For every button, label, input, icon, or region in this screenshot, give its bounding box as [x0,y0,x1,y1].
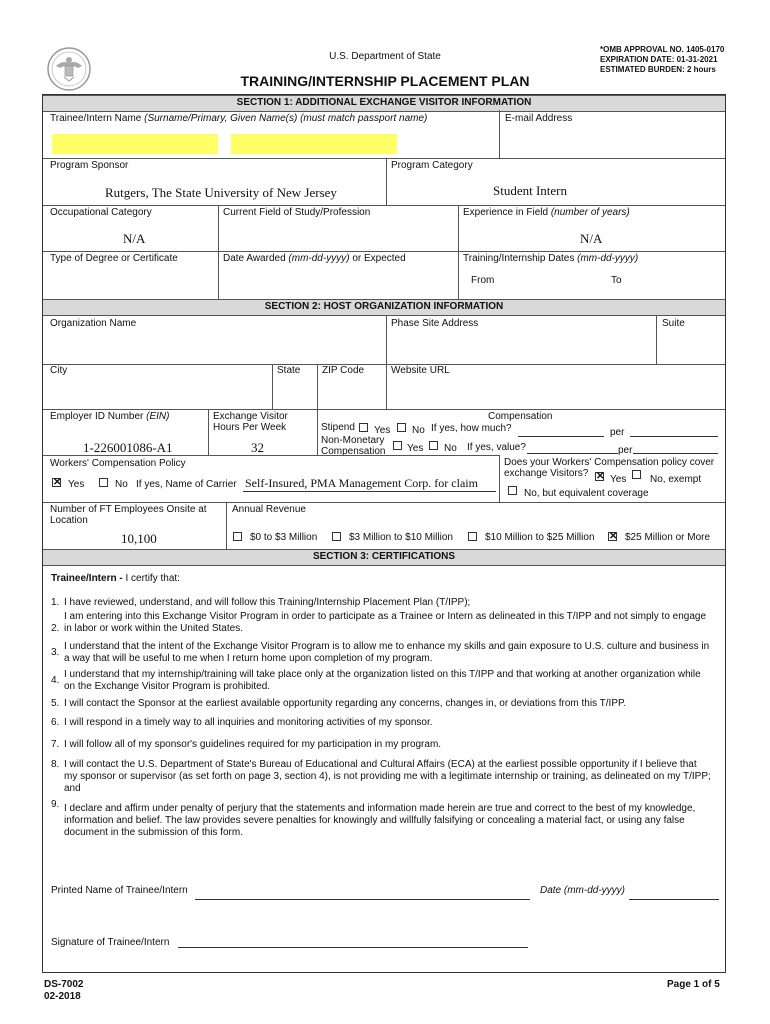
nonmonetary-no-label: No [444,443,457,454]
carrier-value[interactable]: Self-Insured, PMA Management Corp. for claim [245,476,478,490]
hours-per-week-label: Exchange Visitor Hours Per Week [213,411,288,433]
if-yes-value-label: If yes, value? [467,442,526,453]
compensation-label: Compensation [488,411,553,422]
printed-name-label: Printed Name of Trainee/Intern [51,885,188,896]
stipend-amount-line[interactable] [518,436,604,437]
department-name: U.S. Department of State [329,51,441,62]
nonmonetary-yes-label: Yes [407,443,424,454]
revenue-10-25m-label: $10 Million to $25 Million [485,532,595,543]
date-line[interactable] [629,899,719,900]
ein-label: Employer ID Number (EIN) [50,411,170,422]
program-sponsor-label: Program Sponsor [50,160,129,171]
revenue-25m-plus-label: $25 Million or More [625,532,711,543]
revenue-3-10m-label: $3 Million to $10 Million [349,532,453,543]
trainee-name-label: Trainee/Intern Name (Surname/Primary, Given Name(s) (must match passport name) [50,113,428,124]
zip-code-label: ZIP Code [322,365,365,376]
nonmonetary-per-line[interactable] [633,453,718,454]
cover-no-equivalent-label: No, but equivalent coverage [524,488,649,499]
ein-value[interactable]: 1-226001086-A1 [83,440,173,455]
workers-comp-label: Workers' Compensation Policy [50,458,186,469]
cover-no-exempt-checkbox[interactable] [632,470,641,479]
program-sponsor-value[interactable]: Rutgers, The State University of New Jersey [105,185,337,200]
nonmonetary-no-checkbox[interactable] [429,441,438,450]
email-field[interactable] [505,127,715,153]
cover-no-equivalent-checkbox[interactable] [508,486,517,495]
state-department-seal-icon [46,46,92,92]
from-label: From [471,275,495,286]
date-label: Date (mm-dd-yyyy) [540,885,626,896]
ft-employees-label: Number of FT Employees Onsite at Location [50,504,207,526]
workers-comp-no-label: No [115,479,128,490]
form-frame: SECTION 1: ADDITIONAL EXCHANGE VISITOR INFORMATION Trainee/Intern Name (Surname/Primary, Given Name(s) (must match passport name) E-mail Address Program Sponsor Rutgers, The State University of New Jersey Program Category Student Intern Occupational Category N/A Current Field of Study/Profession Experience in Field (number of years) N/A Type of Degree or Certificate Date Awarded (mm-dd-yyyy) or Expected Training/Internship Dates (mm-dd-yyyy) From To SECTION 2: HOST ORGANIZATION INFORMATION Organization Name Phase Site Address Suite City State ZIP Code Website URL Employer ID Number (EIN) 1-226001086-A1 Exchange Visitor Hours Per Week 32 Compensation Stipend Yes No If yes, how much? per Non-Monetary Compensation Yes No If yes, value? per Workers' Compensation Policy ✕ Yes No If yes, Name of Carrier Self-Insured, PMA Management Corp. for claim Does your Workers' Compensation policy cover exchange Visitors? ✕ Yes No, exempt No, but equivalent coverage Number of FT Employees Onsite at Location 10,100 Annual Revenue $0 to $3 Million $3 Million to $10 Million $10 Million to $25 Million ✕ $25 Million or More SECTION 3: CERTIFICATIONS Trainee/Intern - I certify that: 1. I have reviewed, understand, and will follow this Training/Internship Placement Plan (T/IPP); 2. I am entering into this Exchange Visitor Program in order to participate as a Trainee or Intern as delineated in this T/IPP and not simply to engage in labor or work within the United States. 3. I understand that the intent of the Exchange Visitor Program is to allow me to enhance my skills and gain exposure to U.S. culture and business in a way that will be useful to me when I return home upon completion of my program. 4. I understand that my internship/training will take place only at the organization listed on this T/IPP and that working at another organization while on the Exchange Visitor Program is prohibited. 5. I will contact the Sponsor at the earliest available opportunity regarding any concerns, changes in, or deviations from this T/IPP. 6. I will respond in a timely way to all inquiries and monitoring activities of my sponsor. 7. I will follow all of my sponsor's guidelines required for my participation in my program. 8. I will contact the U.S. Department of State's Bureau of Educational and Cultural Affairs (ECA) at the earliest possible opportunity if I believe that my sponsor or supervisor (as set forth on page 3, section 4), is not providing me with a legitimate internship or training, as delineated on my T/IPP; and 9. I declare and affirm under penalty of perjury that the statements and information made herein are true and correct to the best of my knowledge, information and belief. The law provides severe penalties for knowingly and willfully falsifying or concealing a material fact, or using any false document in the submission of this form. Printed Name of Trainee/Intern Date (mm-dd-yyyy) Signature of Trainee/Intern [42,94,726,973]
section1-header: SECTION 1: ADDITIONAL EXCHANGE VISITOR INFORMATION [43,95,725,112]
how-much-label: If yes, how much? [431,423,512,434]
training-dates-label: Training/Internship Dates (mm-dd-yyyy) [463,253,639,264]
revenue-0-3m-checkbox[interactable] [233,532,242,541]
ft-employees-value[interactable]: 10,100 [121,531,157,546]
field-of-study-label: Current Field of Study/Profession [223,207,371,218]
page-number: Page 1 of 5 [667,979,720,990]
stipend-yes-checkbox[interactable] [359,423,368,432]
printed-name-line[interactable] [195,899,530,900]
carrier-label: If yes, Name of Carrier [136,479,237,490]
section3-header: SECTION 3: CERTIFICATIONS [43,549,725,566]
suite-label: Suite [662,318,685,329]
section2-header: SECTION 2: HOST ORGANIZATION INFORMATION [43,299,725,316]
workers-comp-yes-label: Yes [68,479,85,490]
email-label: E-mail Address [505,113,573,124]
stipend-per-line[interactable] [630,436,718,437]
hours-per-week-value[interactable]: 32 [251,440,264,455]
stipend-no-label: No [412,425,425,436]
organization-name-label: Organization Name [50,318,137,329]
cover-no-exempt-label: No, exempt [650,474,702,485]
certify-intro: Trainee/Intern - I certify that: [51,573,180,584]
date-awarded-label: Date Awarded (mm-dd-yyyy) or Expected [223,253,406,264]
cover-yes-label: Yes [610,474,627,485]
form-number: DS-7002 02-2018 [44,979,84,1002]
stipend-label: Stipend [321,422,355,433]
degree-label: Type of Degree or Certificate [50,253,178,264]
given-name-field[interactable] [231,134,397,154]
nonmonetary-value-line[interactable] [527,453,618,454]
cover-question: Does your Workers' Compensation policy cover exchange Visitors? [504,457,715,479]
program-category-value[interactable]: Student Intern [493,183,568,198]
nonmonetary-per-label: per [618,445,633,456]
revenue-3-10m-checkbox[interactable] [332,532,341,541]
nonmonetary-yes-checkbox[interactable] [393,441,402,450]
city-label: City [50,365,68,376]
revenue-10-25m-checkbox[interactable] [468,532,477,541]
omb-approval: *OMB APPROVAL NO. 1405-0170 EXPIRATION DATE: 01-31-2021 ESTIMATED BURDEN: 2 hours [600,45,725,74]
state-label: State [277,365,301,376]
to-label: To [611,275,622,286]
surname-field[interactable] [52,134,218,154]
signature-label: Signature of Trainee/Intern [51,937,170,948]
annual-revenue-label: Annual Revenue [232,504,306,515]
workers-comp-no-checkbox[interactable] [99,478,108,487]
stipend-yes-label: Yes [374,425,391,436]
form-title: TRAINING/INTERNSHIP PLACEMENT PLAN [240,73,530,89]
website-url-label: Website URL [391,365,450,376]
phase-site-address-label: Phase Site Address [391,318,479,329]
program-category-label: Program Category [391,160,473,171]
occupational-category-value[interactable]: N/A [123,231,146,246]
revenue-0-3m-label: $0 to $3 Million [250,532,318,543]
stipend-no-checkbox[interactable] [397,423,406,432]
nonmonetary-label: Non-Monetary Compensation [321,435,386,457]
experience-label: Experience in Field (number of years) [463,207,630,218]
stipend-per-label: per [610,427,625,438]
occupational-category-label: Occupational Category [50,207,152,218]
cover-yes-checkbox[interactable]: ✕ [596,471,605,482]
revenue-25m-plus-checkbox[interactable]: ✕ [609,531,618,542]
workers-comp-yes-checkbox[interactable]: ✕ [53,477,62,488]
experience-value[interactable]: N/A [580,231,603,246]
signature-line[interactable] [178,947,528,948]
carrier-line [243,491,496,492]
